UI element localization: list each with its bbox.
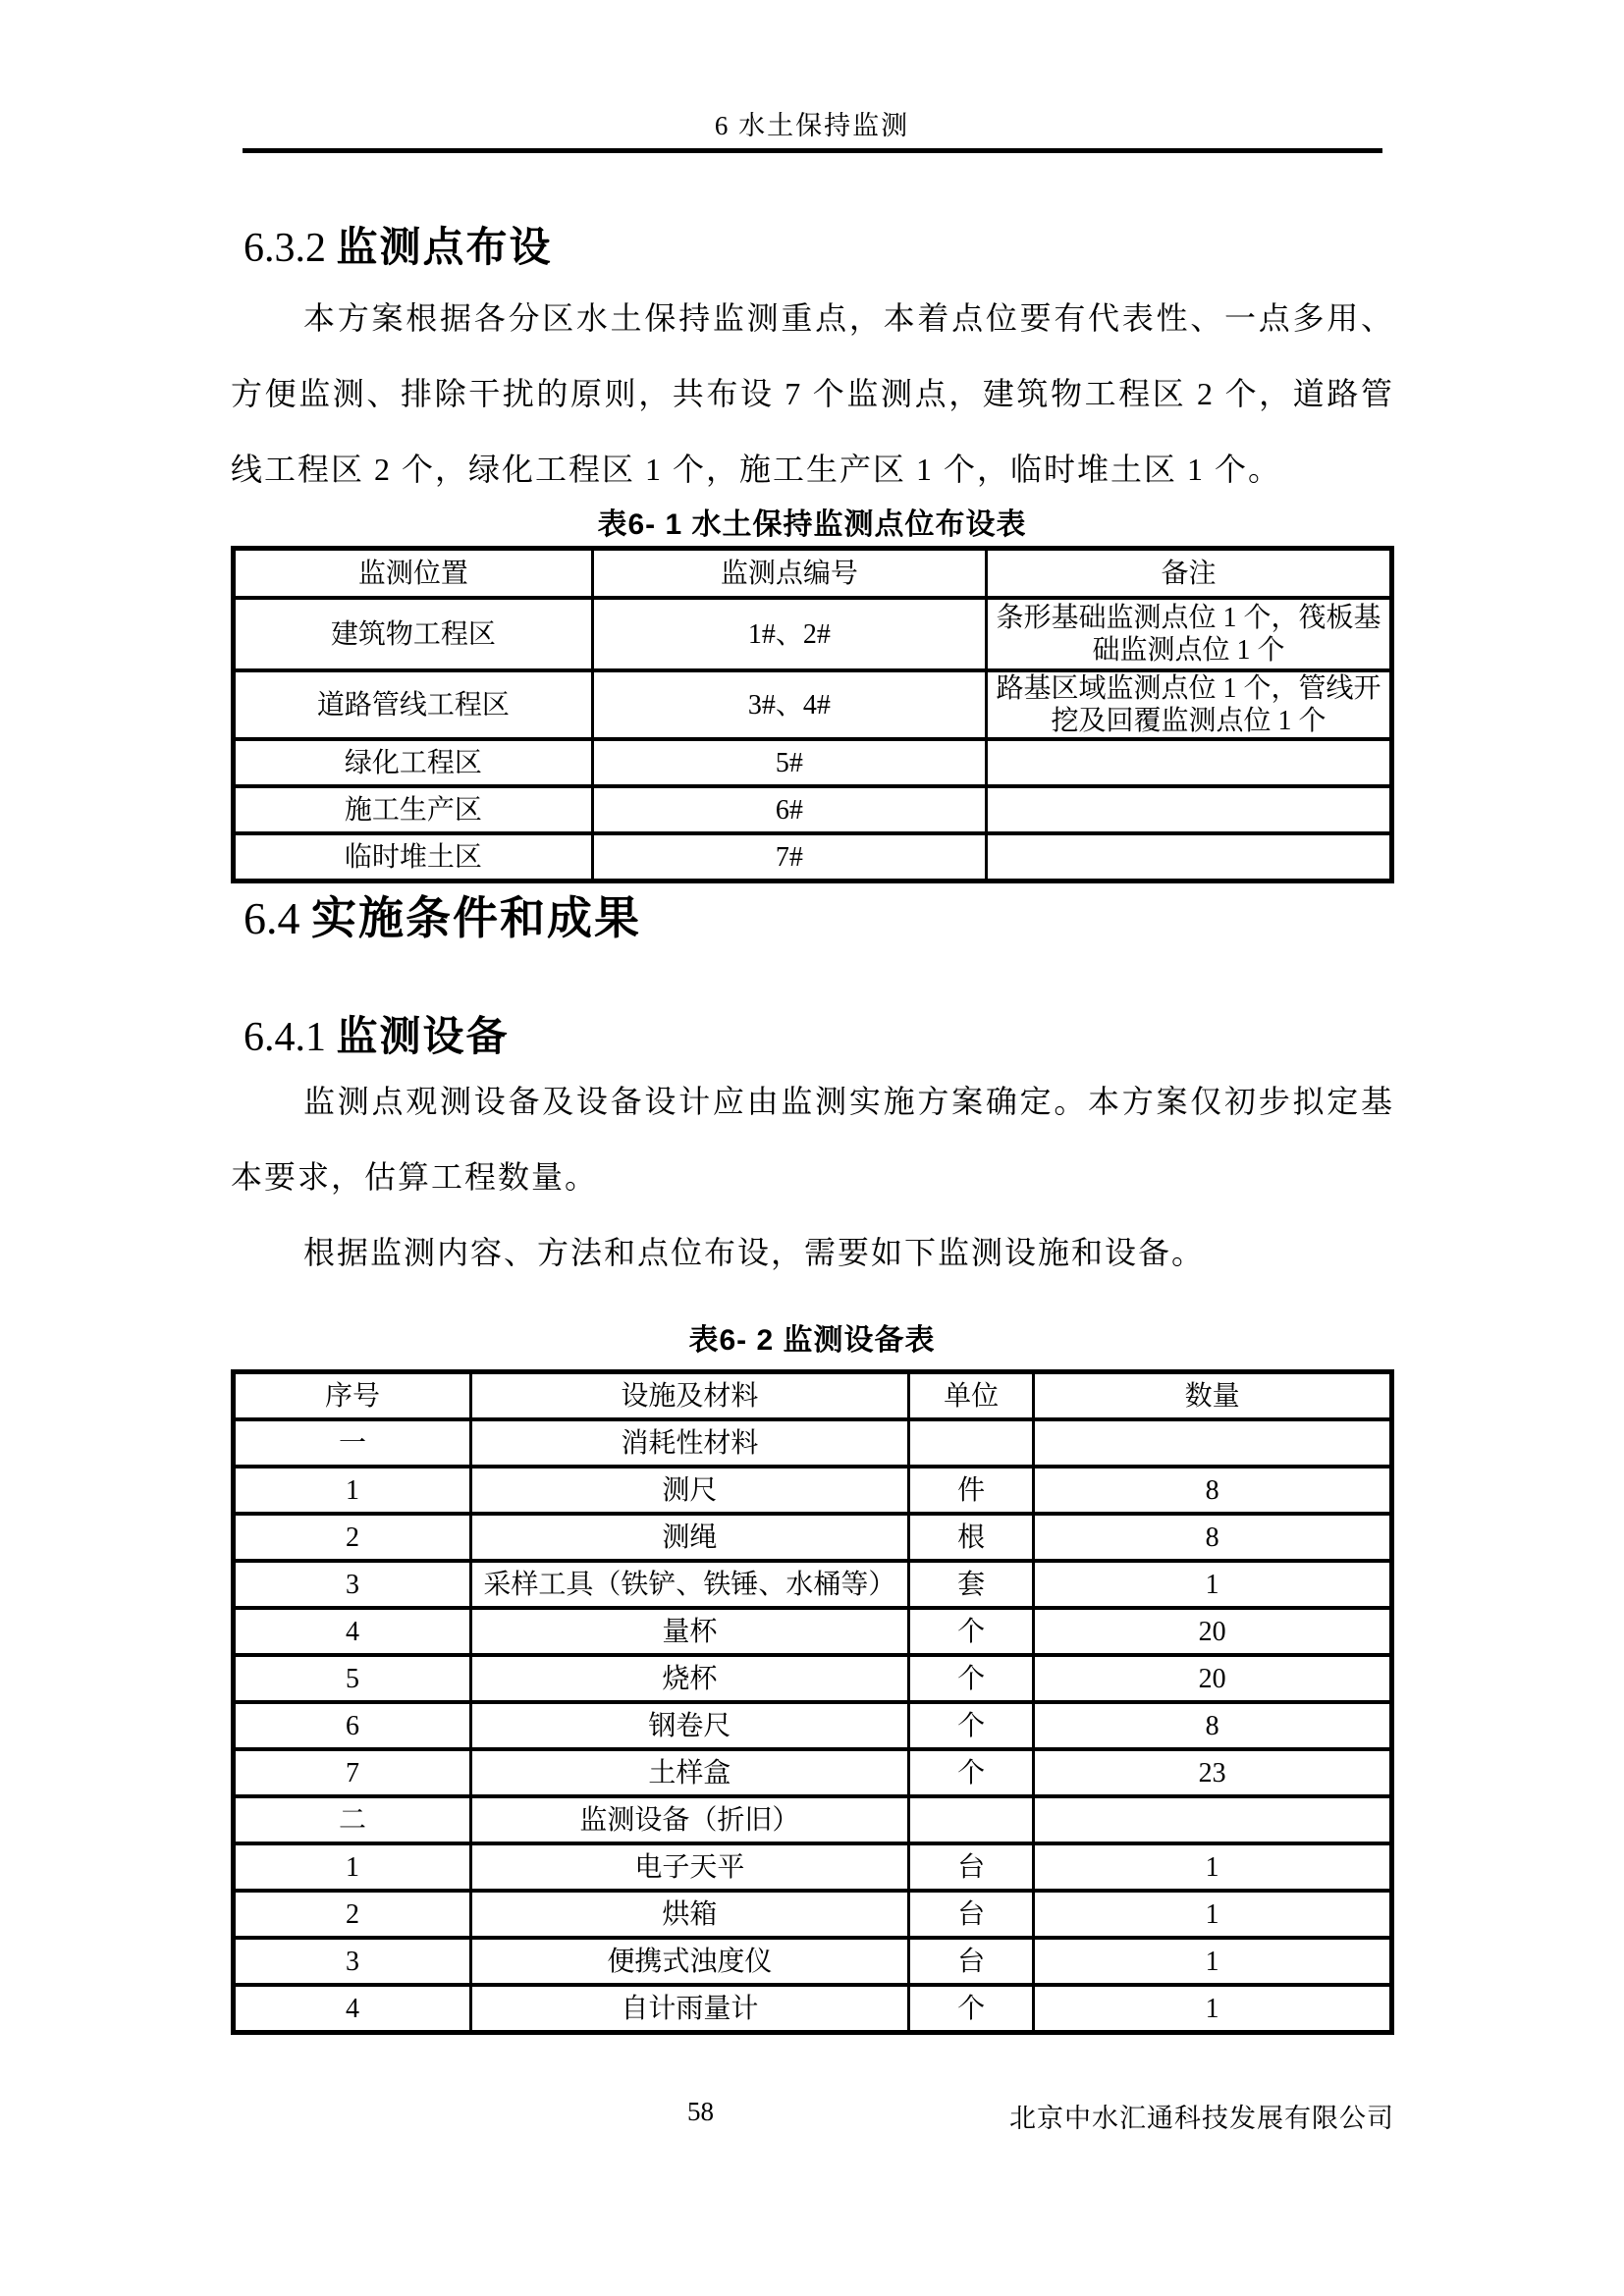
table-row (234, 1938, 1392, 1985)
table-cell: 个 (908, 1655, 1033, 1702)
table-cell: 二 (234, 1796, 471, 1843)
table-row (234, 598, 1392, 670)
table-cell: 土样盒 (470, 1749, 908, 1796)
table-row (234, 1561, 1392, 1608)
table-header-row (234, 549, 1392, 599)
table-header-row (234, 1372, 1392, 1420)
table-cell: 采样工具（铁铲、铁锤、水桶等） (470, 1561, 908, 1608)
table-cell: 消耗性材料 (470, 1419, 908, 1467)
table-cell (908, 1796, 1033, 1843)
table-cell: 台 (908, 1891, 1033, 1938)
table-cell: 7# (592, 833, 986, 881)
table-cell: 4 (234, 1985, 471, 2033)
table-cell: 测绳 (470, 1514, 908, 1561)
table-row (234, 1467, 1392, 1514)
table-cell: 3 (234, 1561, 471, 1608)
table-header-cell: 设施及材料 (470, 1372, 908, 1420)
table-cell: 条形基础监测点位 1 个，筏板基础监测点位 1 个 (986, 598, 1391, 670)
table-cell: 1 (1034, 1843, 1392, 1891)
table-cell: 2 (234, 1891, 471, 1938)
table-cell: 2 (234, 1514, 471, 1561)
table-cell: 一 (234, 1419, 471, 1467)
table-cell: 电子天平 (470, 1843, 908, 1891)
table-cell: 个 (908, 1702, 1033, 1749)
paragraph-monitoring-points: 本方案根据各分区水土保持监测重点，本着点位要有代表性、一点多用、方便监测、排除干扰的原则，共布设 7 个监测点，建筑物工程区 2 个，道路管线工程区 2 个，绿化工程区 1 个，施工生产区 1 个，临时堆土区 1 个。 (231, 300, 1394, 487)
monitoring-equipment-table (231, 1369, 1394, 2035)
table-cell: 自计雨量计 (470, 1985, 908, 2033)
table-row (234, 1796, 1392, 1843)
table-cell (986, 739, 1391, 786)
table-row (234, 1608, 1392, 1655)
table-header-cell: 数量 (1034, 1372, 1392, 1420)
table-cell: 1 (234, 1843, 471, 1891)
table2-caption: 表6- 2 监测设备表 (688, 1324, 936, 1357)
header-rule (243, 148, 1382, 153)
table-cell: 个 (908, 1608, 1033, 1655)
table-cell: 20 (1034, 1608, 1392, 1655)
table-cell (986, 786, 1391, 833)
table-cell: 道路管线工程区 (234, 670, 593, 739)
table-cell: 临时堆土区 (234, 833, 593, 881)
paragraph-equipment-need: 根据监测内容、方法和点位布设，需要如下监测设施和设备。 (303, 1235, 1206, 1270)
table-cell: 台 (908, 1843, 1033, 1891)
table-row (234, 670, 1392, 739)
section-heading-632 (244, 215, 553, 274)
table-row (234, 833, 1392, 881)
table-row (234, 786, 1392, 833)
page-number: 58 (687, 2097, 714, 2126)
table-cell: 套 (908, 1561, 1033, 1608)
section-number: 6.3.2 (244, 226, 326, 271)
table-cell: 钢卷尺 (470, 1702, 908, 1749)
table-cell: 测尺 (470, 1467, 908, 1514)
table-cell: 监测设备（折旧） (470, 1796, 908, 1843)
table-row (234, 1655, 1392, 1702)
table-cell: 烘箱 (470, 1891, 908, 1938)
table-cell: 3 (234, 1938, 471, 1985)
table-cell: 件 (908, 1467, 1033, 1514)
table-cell: 1 (1034, 1938, 1392, 1985)
table-header-cell: 监测点编号 (592, 549, 986, 599)
table-cell: 1#、2# (592, 598, 986, 670)
table-cell: 1 (1034, 1561, 1392, 1608)
table-cell: 绿化工程区 (234, 739, 593, 786)
table-cell (1034, 1796, 1392, 1843)
table-header-cell: 序号 (234, 1372, 471, 1420)
table-cell: 1 (1034, 1891, 1392, 1938)
table-cell: 6 (234, 1702, 471, 1749)
table-row (234, 739, 1392, 786)
table-row (234, 1514, 1392, 1561)
table-cell: 个 (908, 1985, 1033, 2033)
section-heading-64 (244, 882, 641, 947)
paragraph-equipment-intro: 监测点观测设备及设备设计应由监测实施方案确定。本方案仅初步拟定基本要求，估算工程数量。 (231, 1084, 1394, 1195)
table-cell: 8 (1034, 1702, 1392, 1749)
table-cell: 8 (1034, 1467, 1392, 1514)
table-cell: 23 (1034, 1749, 1392, 1796)
table-cell: 建筑物工程区 (234, 598, 593, 670)
table-cell: 施工生产区 (234, 786, 593, 833)
table-cell: 根 (908, 1514, 1033, 1561)
table-cell: 4 (234, 1608, 471, 1655)
table-header-cell: 单位 (908, 1372, 1033, 1420)
page-footer (0, 2097, 1624, 2136)
table-row (234, 1419, 1392, 1467)
table-header-cell: 备注 (986, 549, 1391, 599)
table-cell: 台 (908, 1938, 1033, 1985)
table-row (234, 1985, 1392, 2033)
table-cell: 6# (592, 786, 986, 833)
section-title: 监测点布设 (336, 224, 553, 270)
footer-company-name: 北京中水汇通科技发展有限公司 (1009, 2104, 1394, 2133)
table-cell (986, 833, 1391, 881)
table-cell: 路基区域监测点位 1 个，管线开挖及回覆监测点位 1 个 (986, 670, 1391, 739)
table-cell: 7 (234, 1749, 471, 1796)
section-number: 6.4.1 (244, 1015, 326, 1060)
table-row (234, 1843, 1392, 1891)
table-cell (1034, 1419, 1392, 1467)
table-header-cell: 监测位置 (234, 549, 593, 599)
table-cell: 个 (908, 1749, 1033, 1796)
table-row (234, 1749, 1392, 1796)
section-heading-641 (244, 1004, 510, 1063)
section-title: 实施条件和成果 (311, 892, 641, 943)
running-header-title: 6 水土保持监测 (714, 111, 910, 140)
table-cell (908, 1419, 1033, 1467)
table-cell: 5# (592, 739, 986, 786)
table-cell: 8 (1034, 1514, 1392, 1561)
table1-caption: 表6- 1 水土保持监测点位布设表 (597, 508, 1027, 541)
table-row (234, 1702, 1392, 1749)
table-cell: 量杯 (470, 1608, 908, 1655)
table-cell: 便携式浊度仪 (470, 1938, 908, 1985)
table-row (234, 1891, 1392, 1938)
section-title: 监测设备 (336, 1013, 510, 1059)
table-cell: 1 (1034, 1985, 1392, 2033)
monitoring-point-table (231, 546, 1394, 883)
table-cell: 3#、4# (592, 670, 986, 739)
table-cell: 烧杯 (470, 1655, 908, 1702)
section-number: 6.4 (244, 893, 300, 943)
table-cell: 5 (234, 1655, 471, 1702)
table-cell: 20 (1034, 1655, 1392, 1702)
table-cell: 1 (234, 1467, 471, 1514)
